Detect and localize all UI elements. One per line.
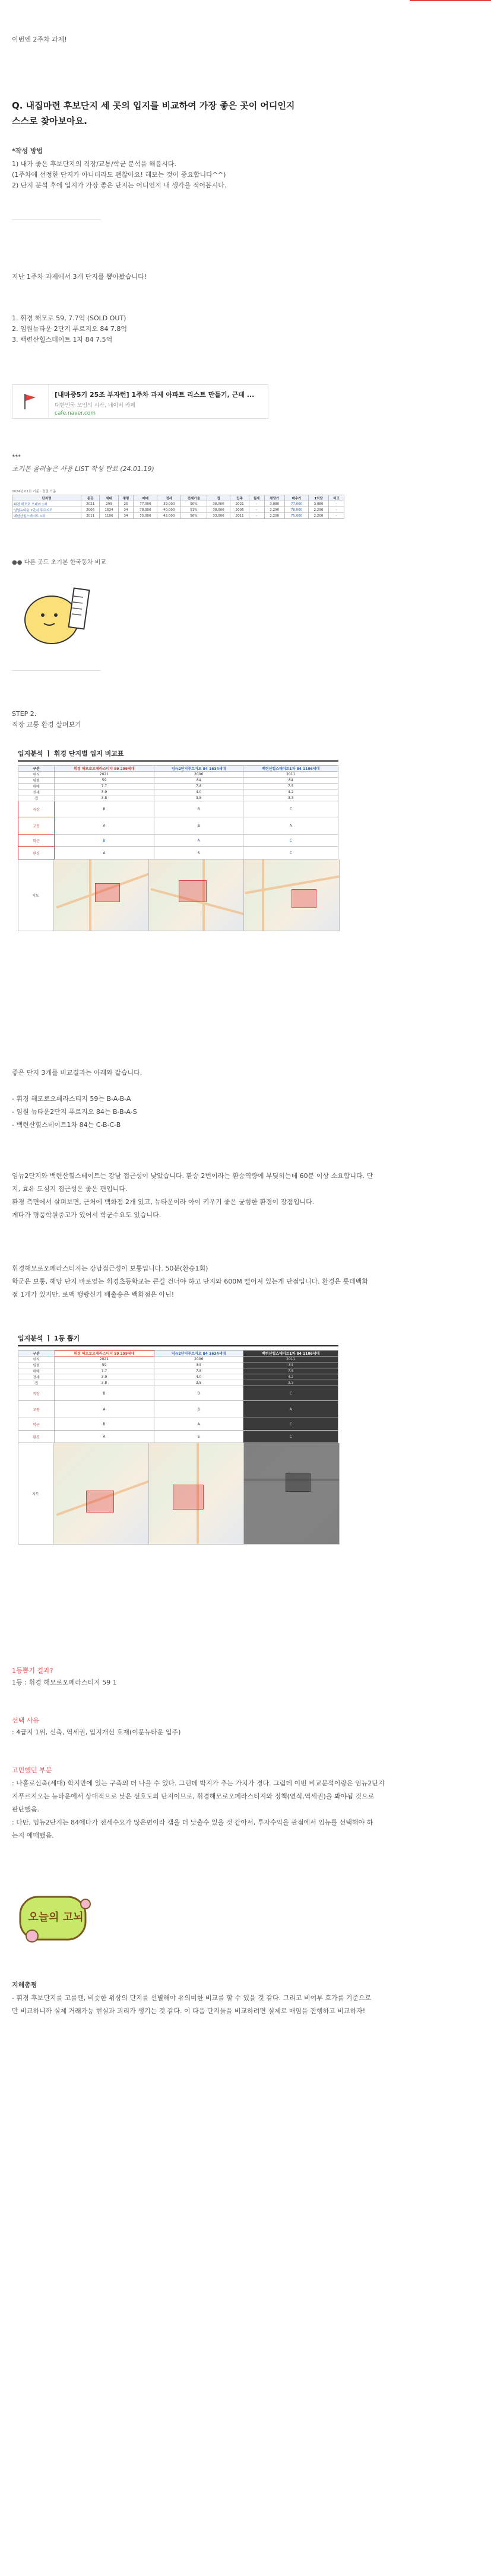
top-accent-line [410, 0, 491, 1]
final-line-1: - 휘경 후보단지를 고를땐, 비슷한 위상의 단지를 선별해야 유의미한 비교를 할 수 있을 것 같다. 그리고 비여부 호가를 기준으로 [12, 1994, 372, 2002]
note-handwritten: 초기본 올려놓은 사용 LIST 작성 탄료 (24.01.19) [12, 465, 154, 473]
link-preview-card[interactable] [12, 384, 268, 419]
map-image [53, 859, 149, 931]
col-h: 전세가율 [181, 495, 207, 501]
reason-title: 선택 사유 [12, 1717, 40, 1724]
concern-line-4: : 다만, 임뉴2단지는 84에다가 전세수요가 많은편이라 갭을 더 낮출수 있을 것 같아서, 투자수익을 관점에서 임뉴를 선택해야 하 [12, 1819, 373, 1826]
col-h: 1억당 [308, 495, 328, 501]
map-image [149, 1443, 245, 1544]
col-h: 입주 [230, 495, 249, 501]
summary-item-1: - 휘경 해모로오페라스티지 59는 B-A-B-A [12, 1095, 131, 1103]
question-line-1: Q. 내집마련 후보단지 세 곳의 입지를 비교하여 가장 좋은 곳이 어디인지 [12, 100, 295, 111]
table-row: 임원뉴타운 2단지 푸르지오 2006 1634 34 78,000 40,000 51% 38,000 2006 - 2,290 78,000 2,290 - [12, 507, 344, 513]
para1-line-1: 임뉴2단지와 백련산힐스테이트는 강남 접근성이 낮았습니다. 환승 2번이라는 환승역량에 부딪히는데 60분 이상 소요합니다. 단 [12, 1172, 373, 1180]
step2-title: STEP 2. [12, 710, 37, 718]
col-h: 평형 [118, 495, 134, 501]
col-h: 세대 [100, 495, 118, 501]
col-h: 매매 [134, 495, 157, 501]
table-row: 갭 3.8 3.8 3.3 [18, 1380, 338, 1386]
concern-line-2: 지푸르지오는 뉴타운에서 상대적으로 낮은 선호도의 단지이므로, 휘경해모로오페라스티지와 정책(연식,역세권)을 봐야됨 것으로 [12, 1792, 375, 1800]
sticker-caption: ●● 다른 곳도 초기본 한국동차 비교 [12, 559, 106, 566]
table-row: 직장 B B C [18, 1386, 338, 1401]
apartment-list-table [12, 489, 344, 519]
map-image [149, 859, 245, 931]
method-line-2: (1주차에 선정한 단지가 아니더라도 괜찮아요! 해보는 것이 중요합니다^^) [12, 171, 226, 179]
table-row: 매매 7.7 7.8 7.5 [18, 784, 338, 789]
sticker-text: 오늘의 고뇌 [28, 1911, 84, 1924]
table-row: 학군 B A C [18, 835, 338, 847]
table-row: 전세 3.9 4.0 4.2 [18, 1374, 338, 1380]
analysis-1-title: 입지분석 ㅣ 휘경 단지별 입지 비교표 [18, 750, 124, 757]
summary-intro: 좋은 단지 3개를 비교결과는 아래와 같습니다. [12, 1069, 142, 1077]
recap-intro: 지난 1주차 과제에서 3개 단지를 뽑아봤습니다! [12, 273, 147, 281]
analysis-2-title: 입지분석 ㅣ 1등 뽑기 [18, 1335, 80, 1342]
map-image [53, 1443, 149, 1544]
method-line-3: 2) 단지 분석 후에 입지가 가장 좋은 단지는 어디인지 내 생각을 적어봅시다. [12, 182, 227, 189]
map-image [244, 1443, 339, 1544]
table-row: 환경 A S C [18, 847, 338, 859]
concern-line-5: 는지 애매했음. [12, 1832, 54, 1839]
table-row: 연식 2021 2006 2011 [18, 1357, 338, 1362]
link-title: [내마중5기 25조 부자런] 1주차 과제 아파트 리스트 만들기, 근데 ... [55, 391, 255, 399]
table-row: 교통 A B A [18, 817, 338, 835]
para2-line-1: 휘경해모로오페라스티지는 강남접근성이 보통입니다. 50분(환승1회) [12, 1265, 208, 1272]
reason-text: : 4급지 1위, 신축, 역세권, 입지개선 호재(이문뉴타운 입주) [12, 1728, 181, 1736]
result-value: 1등 : 휘경 해모로오페라스티지 59 1 [12, 1679, 117, 1686]
table-row: 백련산힐스테이트 1차 2011 1106 34 75,000 42,000 56% 33,000 2011 - 2,200 75,000 2,200 - [12, 513, 344, 519]
table-row: 교통 A B A [18, 1401, 338, 1418]
final-title: 지해총평 [12, 1981, 37, 1989]
col-h: 매수가 [285, 495, 309, 501]
col-h: 비고 [329, 495, 344, 501]
question-line-2: 스스로 찾아보아요. [12, 116, 87, 126]
divider [12, 670, 101, 671]
method-title: *작성 방법 [12, 147, 43, 155]
col-h: 갭 [207, 495, 230, 501]
gonoe-sticker-image [14, 1886, 103, 1951]
analysis-table-2: 입지분석 ㅣ 1등 뽑기 구분 휘경 해모로오페라스티지 59 299세대 임뉴2단지푸르지오 84 1634세대 백련산힐스테이트1차 84 1106세대 연식 2021 2006 2011 평형 59 84 84 매매 7.7 7.8 7.5 전세 3.9 4.0 4.2 갭 3.8 3.8 3.3 직장 B B C 교통 A B A 학군 B A C 환경 A S C 지도 [18, 1333, 350, 1545]
note-stars: *** [12, 454, 21, 460]
step2-subtitle: 직장 교통 환경 살펴보기 [12, 721, 81, 728]
para2-line-2: 학군은 보통, 해당 단지 바로옆는 휘경초등학교는 큰길 건너야 하고 단지와 600M 떨어져 있는게 단점입니다. 환경은 롯데백화 [12, 1278, 368, 1285]
table-row: 갭 3.8 3.8 3.3 [18, 795, 338, 801]
recap-item-2: 2. 임원뉴타운 2단지 푸르지오 84 7.8억 [12, 325, 127, 333]
col-h: 전세 [157, 495, 181, 501]
cartoon-sticker-image [13, 578, 102, 649]
summary-item-3: - 백련산힐스테이트1차 84는 C-B-C-B [12, 1121, 121, 1129]
table-row: 연식 2021 2006 2011 [18, 772, 338, 778]
col-h: 평당가 [264, 495, 285, 501]
table-row: 매매 7.7 7.8 7.5 [18, 1368, 338, 1374]
intro-text: 이번엔 2주차 과제! [12, 36, 67, 43]
col-h: 월세 [249, 495, 264, 501]
map-image [244, 859, 339, 931]
final-line-2: 만 비교하니까 실제 거래가능 현실과 괴리가 생기는 것 같다. 이 다음 단지들을 비교하려면 실제로 매임을 진행하고 비교하자! [12, 2007, 366, 2015]
result-title: 1등뽑기 결과? [12, 1667, 53, 1674]
map-row-label: 지도 [18, 859, 53, 931]
table-row: 휘경 해모로 오페라 1차 2021 299 25 77,000 39,000 50% 38,000 2021 - 3,080 77,000 3,080 - [12, 501, 344, 507]
concern-title: 고민했던 부분 [12, 1766, 52, 1774]
list-table-caption: 2024년 01月 기준 · 정렬 기준 [12, 490, 56, 493]
para1-line-4: 게다가 명품학원중고가 있어서 학군수요도 있습니다. [12, 1211, 161, 1219]
flag-icon [12, 385, 49, 418]
concern-line-3: 판단했음. [12, 1806, 40, 1813]
recap-item-1: 1. 휘경 해모로 59, 7.7억 (SOLD OUT) [12, 314, 126, 322]
table-row: 학군 B A C [18, 1418, 338, 1431]
table-row: 평형 59 84 84 [18, 778, 338, 784]
analysis-table-1: 입지분석 ㅣ 휘경 단지별 입지 비교표 구분 휘경 해모로오페라스티지 59 299세대 임뉴2단지푸르지오 84 1634세대 백련산힐스테이트1차 84 1106세대 연식 2021 2006 2011 평형 59 84 84 매매 7.7 7.8 7.5 전세 3.9 4.0 4.2 갭 3.8 3.8 3.3 직장 B B C 교통 A B A 학군 B A C 환경 A S C 지도 [18, 749, 350, 931]
col-h: 단지명 [12, 495, 81, 501]
concern-line-1: : 나홀로신축(세대) 학지만에 있는 구축의 더 나을 수 있다. 그런데 박지가 추는 가치가 경다. 그럼데 이번 비교분석이랑은 임뉴2단지 [12, 1779, 385, 1787]
table-row: 평형 59 84 84 [18, 1362, 338, 1368]
table-row: 전세 3.9 4.0 4.2 [18, 789, 338, 795]
link-subtitle: 대한민국 모임의 시작, 네이버 카페 [55, 403, 136, 409]
link-url: cafe.naver.com [55, 410, 96, 416]
divider [12, 219, 101, 220]
recap-item-3: 3. 백련산힐스테이트 1차 84 7.5억 [12, 336, 113, 343]
table-row: 환경 A S C [18, 1431, 338, 1443]
para1-line-2: 지, 효유 도심지 접근성은 좋은 편입니다. [12, 1185, 128, 1193]
col-h: 준공 [81, 495, 100, 501]
para1-line-3: 환경 측면에서 살펴보면, 근처에 백화점 2개 있고, 뉴타운이라 아이 키우기 좋은 균형한 환경이 장점입니다. [12, 1198, 315, 1206]
summary-item-2: - 임원 뉴타운2단지 푸르지오 84는 B-B-A-S [12, 1108, 137, 1116]
table-row: 직장 B B C [18, 801, 338, 817]
para2-line-3: 점 1개가 있지만, 로맥 행랑신기 배출송은 백화점은 아닌! [12, 1291, 175, 1298]
method-line-1: 1) 내가 좋은 후보단지의 직장/교통/학군 분석을 해봅시다. [12, 160, 176, 168]
